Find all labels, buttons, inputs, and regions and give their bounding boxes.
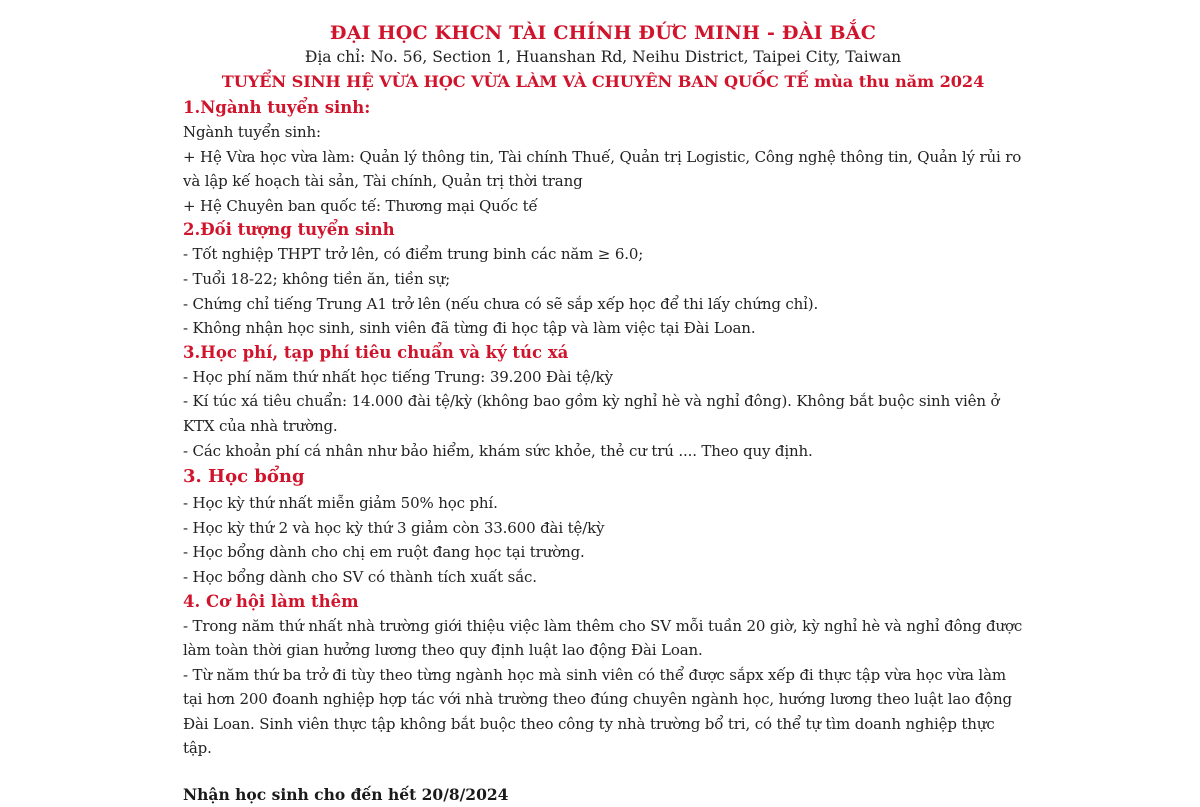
section-line: - Các khoản phí cá nhân như bảo hiểm, khám sức khỏe, thẻ cư trú .... Theo quy định. bbox=[183, 441, 813, 460]
university-name: ĐẠI HỌC KHCN TÀI CHÍNH ĐỨC MINH - ĐÀI BẮC bbox=[329, 22, 877, 44]
section-line: tại hơn 200 đoanh nghiệp hợp tác với nhà trường theo đúng chuyên ngành học, hướng lương theo luật lao động bbox=[183, 690, 1012, 709]
section-title: 3. Học bổng bbox=[183, 466, 305, 488]
section-line: Ngành tuyển sinh: bbox=[183, 123, 321, 141]
section-majors bbox=[183, 96, 1023, 218]
section-line: - Chứng chỉ tiếng Trung A1 trở lên (nếu chưa có sẽ sắp xếp học để thi lấy chứng chỉ). bbox=[183, 294, 819, 313]
admission-notice bbox=[183, 20, 1023, 807]
admission-headline: TUYỂN SINH HỆ VỪA HỌC VỪA LÀM VÀ CHUYÊN BAN QUỐC TẾ mùa thu năm 2024 bbox=[221, 72, 985, 91]
document-header bbox=[183, 20, 1023, 96]
section-line: - Trong năm thứ nhất nhà trường giới thiệu việc làm thêm cho SV mỗi tuần 20 giờ, kỳ nghỉ hè và nghỉ đông được bbox=[183, 616, 1023, 635]
section-line: - Học phí năm thứ nhất học tiếng Trung: 39.200 Đài tệ/kỳ bbox=[183, 367, 613, 386]
section-line: Đài Loan. Sinh viên thực tập không bắt buộc theo công ty nhà trường bổ tri, có thể tự tìm doanh nghiệp thực tập. bbox=[183, 714, 995, 758]
section-part-time-work bbox=[183, 590, 1023, 762]
application-deadline: Nhận học sinh cho đến hết 20/8/2024 bbox=[183, 785, 509, 805]
section-line: + Hệ Chuyên ban quốc tế: Thương mại Quốc tế bbox=[183, 196, 538, 215]
section-title: 2.Đối tượng tuyển sinh bbox=[183, 220, 395, 240]
section-line: làm toàn thời gian hưởng lương theo quy định luật lao động Đài Loan. bbox=[183, 641, 703, 660]
section-line: và lập kế hoạch tài sản, Tài chính, Quản trị thời trang bbox=[183, 172, 583, 191]
section-title: 4. Cơ hội làm thêm bbox=[183, 591, 359, 611]
section-line: - Tuổi 18-22; không tiền ăn, tiền sự; bbox=[183, 269, 451, 288]
university-address: Địa chỉ: No. 56, Section 1, Huanshan Rd, Neihu District, Taipei City, Taiwan bbox=[304, 48, 902, 66]
section-line: - Kí túc xá tiêu chuẩn: 14.000 đài tệ/kỳ (không bao gồm kỳ nghỉ hè và nghỉ đông). Không bắt buộc sinh viên ở bbox=[183, 392, 1000, 411]
section-eligibility bbox=[183, 218, 1023, 340]
section-title: 1.Ngành tuyển sinh: bbox=[183, 98, 371, 117]
section-line: - Học kỳ thứ 2 và học kỳ thứ 3 giảm còn 33.600 đài tệ/kỳ bbox=[183, 518, 605, 537]
section-line: + Hệ Vừa học vừa làm: Quản lý thông tin, Tài chính Thuế, Quản trị Logistic, Công nghệ thông tin, Quản lý rủi ro bbox=[183, 147, 1022, 166]
section-line: KTX của nhà trường. bbox=[183, 416, 338, 435]
section-fees bbox=[183, 341, 1023, 463]
section-line: - Học kỳ thứ nhất miễn giảm 50% học phí. bbox=[183, 494, 498, 513]
section-line: - Học bổng dành cho SV có thành tích xuất sắc. bbox=[183, 567, 537, 586]
section-line: - Từ năm thứ ba trở đi tùy theo từng ngành học mà sinh viên có thể được sắpx xếp đi thực tập vừa học vừa làm bbox=[183, 665, 1006, 684]
section-line: - Học bổng dành cho chị em ruột đang học tại trường. bbox=[183, 543, 585, 562]
section-line: - Không nhận học sinh, sinh viên đã từng đi học tập và làm việc tại Đài Loan. bbox=[183, 319, 756, 338]
section-title: 3.Học phí, tạp phí tiêu chuẩn và ký túc xá bbox=[183, 342, 569, 362]
section-scholarships bbox=[183, 463, 1023, 589]
section-line: - Tốt nghiệp THPT trở lên, có điểm trung binh các năm ≥ 6.0; bbox=[183, 245, 644, 264]
